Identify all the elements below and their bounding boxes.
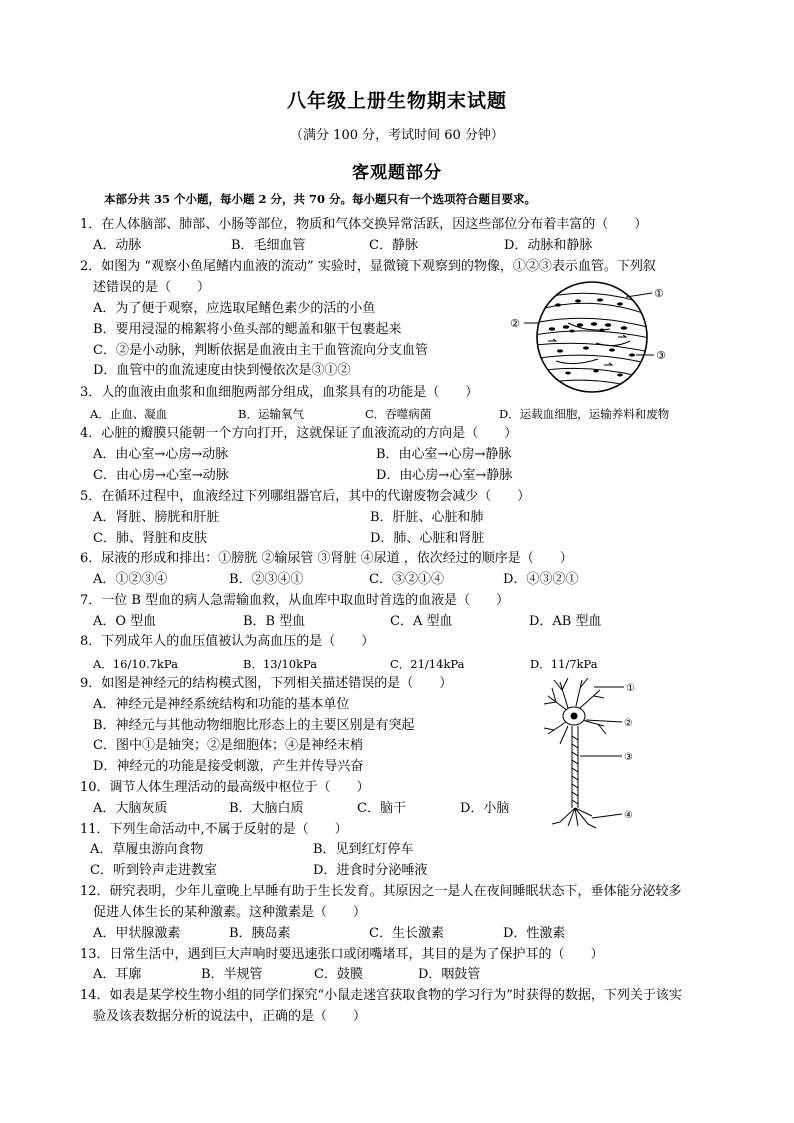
question-14-stem-line1: 14．如表是某学校生物小组的同学们探究“小鼠走迷宫获取食物的学习行为”时获得的数据，下列关于该实 bbox=[80, 988, 682, 1003]
question-11-stem: 11．下列生命活动中,不属于反射的是（ ） bbox=[80, 822, 348, 837]
q5-option-c: C．肺、肾脏和皮肤 bbox=[93, 531, 207, 546]
neuron-label-4: ④ bbox=[624, 810, 633, 821]
section-title: 客观题部分 bbox=[352, 163, 442, 183]
question-13-stem: 13．日常生活中，遇到巨大声响时要迅速张口或闭嘴堵耳，其目的是为了保护耳的（ ） bbox=[80, 947, 604, 962]
question-4-stem: 4．心脏的瓣膜只能朝一个方向打开，这就保证了血液流动的方向是（ ） bbox=[80, 426, 518, 441]
q12-option-c: C．生长激素 bbox=[369, 926, 444, 941]
question-10-stem: 10．调节人体生理活动的最高级中枢位于（ ） bbox=[80, 780, 370, 795]
q10-option-b: B．大脑白质 bbox=[229, 801, 304, 816]
question-12-stem-line2: 促进人体生长的某种激素。这种激素是（ ） bbox=[93, 905, 367, 920]
q6-option-d: D．④③②① bbox=[503, 572, 579, 587]
q8-option-c: C．21/14kPa bbox=[390, 657, 465, 671]
q7-option-c: C．A 型血 bbox=[390, 614, 453, 629]
q2-option-d: D．血管中的血流速度由快到慢依次是③①② bbox=[93, 363, 351, 378]
microscope-blood-vessel-figure bbox=[508, 279, 680, 397]
q4-option-b: B．由心室→心房→静脉 bbox=[376, 447, 512, 462]
neuron-label-1: ① bbox=[626, 683, 635, 694]
section-instructions: 本部分共 35 个小题，每小题 2 分，共 70 分。每小题只有一个选项符合题目要求。 bbox=[104, 192, 537, 206]
question-5-stem: 5．在循环过程中，血液经过下列哪组器官后，其中的代谢废物会减少（ ） bbox=[80, 489, 531, 504]
q3-option-b: B．运输氧气 bbox=[238, 407, 304, 421]
q12-option-b: B．胰岛素 bbox=[229, 926, 291, 941]
q7-option-d: D．AB 型血 bbox=[529, 614, 602, 629]
neuron-label-3: ③ bbox=[624, 752, 633, 763]
fig-label-2: ② bbox=[510, 317, 520, 330]
q11-option-a: A．草履虫游向食物 bbox=[90, 842, 204, 857]
q8-option-b: B．13/10kPa bbox=[243, 657, 318, 671]
q6-option-a: A．①②③④ bbox=[93, 572, 168, 587]
q9-option-b: B．神经元与其他动物细胞比形态上的主要区别是有突起 bbox=[93, 718, 415, 733]
q6-option-c: C．③②①④ bbox=[369, 572, 444, 587]
q8-option-d: D．11/7kPa bbox=[530, 657, 598, 671]
q9-option-d: D．神经元的功能是接受刺激，产生并传导兴奋 bbox=[93, 759, 364, 774]
question-3-stem: 3．人的血液由血浆和血细胞两部分组成，血浆具有的功能是（ ） bbox=[80, 385, 479, 400]
q4-option-d: D．由心房→心室→静脉 bbox=[376, 468, 513, 483]
q13-option-d: D．咽鼓管 bbox=[418, 967, 481, 982]
question-14-stem-line2: 验及该表数据分析的说法中，正确的是（ ） bbox=[93, 1009, 367, 1024]
question-2-stem-line1: 2．如图为 “观察小鱼尾鳍内血液的流动” 实验时，显微镜下观察到的物像，①②③表示血管。下列叙 bbox=[80, 259, 656, 274]
q13-option-c: C．鼓膜 bbox=[314, 967, 363, 982]
question-7-stem: 7．一位 B 型血的病人急需输血救，从血库中取血时首选的血液是（ ） bbox=[80, 593, 510, 608]
q5-option-b: B．肝脏、心脏和肺 bbox=[370, 510, 484, 525]
q5-option-d: D．肺、心脏和肾脏 bbox=[370, 531, 485, 546]
q11-option-d: D．进食时分泌唾液 bbox=[313, 863, 428, 878]
q11-option-c: C．听到铃声走进教室 bbox=[90, 863, 217, 878]
q10-option-a: A．大脑灰质 bbox=[93, 801, 168, 816]
q9-option-a: A．神经元是神经系统结构和功能的基本单位 bbox=[93, 697, 350, 712]
q11-option-b: B．见到红灯停车 bbox=[313, 842, 414, 857]
question-2-stem-line2: 述错误的是（ ） bbox=[93, 280, 211, 295]
q9-option-c: C．图中①是轴突；②是细胞体；④是神经末梢 bbox=[93, 738, 363, 753]
q4-option-a: A．由心室→心房→动脉 bbox=[93, 447, 229, 462]
q3-option-d: D．运载血细胞，运输养料和废物 bbox=[499, 407, 670, 421]
q13-option-a: A．耳廓 bbox=[93, 967, 142, 982]
page-title: 八年级上册生物期末试题 bbox=[286, 90, 507, 112]
question-1-stem: 1．在人体脑部、肺部、小肠等部位，物质和气体交换异常活跃，因这些部位分布着丰富的（ ） bbox=[80, 217, 648, 232]
q3-option-c: C．吞噬病菌 bbox=[365, 407, 432, 421]
question-12-stem-line1: 12．研究表明，少年儿童晚上早睡有助于生长发育。其原因之一是人在夜间睡眠状态下，垂体能分泌较多 bbox=[80, 884, 682, 899]
q12-option-d: D．性激素 bbox=[503, 926, 566, 941]
q1-option-b: B．毛细血管 bbox=[231, 238, 306, 253]
question-9-stem: 9．如图是神经元的结构模式图，下列相关描述错误的是（ ） bbox=[80, 676, 453, 691]
q10-option-c: C．脑干 bbox=[357, 801, 406, 816]
q2-option-b: B．要用浸湿的棉絮将小鱼头部的鳃盖和躯干包裹起来 bbox=[93, 322, 402, 337]
q13-option-b: B．半规管 bbox=[201, 967, 263, 982]
q7-option-a: A．O 型血 bbox=[93, 614, 157, 629]
q1-option-c: C．静脉 bbox=[369, 238, 418, 253]
fig-label-1: ① bbox=[654, 287, 664, 300]
q5-option-a: A．肾脏、膀胱和肝脏 bbox=[93, 510, 220, 525]
q1-option-d: D．动脉和静脉 bbox=[504, 238, 593, 253]
q2-option-c: C．②是小动脉，判断依据是血液由主干血管流向分支血管 bbox=[93, 343, 428, 358]
q1-option-a: A．动脉 bbox=[93, 238, 142, 253]
question-8-stem: 8．下列成年人的血压值被认为高血压的是（ ） bbox=[80, 634, 375, 649]
q8-option-a: A．16/10.7kPa bbox=[93, 657, 178, 671]
q4-option-c: C．由心房→心室→动脉 bbox=[93, 468, 229, 483]
neuron-label-2: ② bbox=[624, 718, 633, 729]
neuron-structure-figure bbox=[538, 676, 642, 832]
q2-option-a: A．为了便于观察，应选取尾鳍色素少的活的小鱼 bbox=[93, 301, 376, 316]
fig-label-3: ③ bbox=[656, 349, 666, 362]
page-subtitle: （满分 100 分，考试时间 60 分钟） bbox=[290, 128, 504, 143]
q7-option-b: B．B 型血 bbox=[243, 614, 306, 629]
q12-option-a: A．甲状腺激素 bbox=[93, 926, 181, 941]
q10-option-d: D．小脑 bbox=[460, 801, 510, 816]
q3-option-a: A．止血、凝血 bbox=[90, 407, 168, 421]
question-6-stem: 6．尿液的形成和排出：①膀胱 ②输尿管 ③肾脏 ④尿道 ，依次经过的顺序是（ ） bbox=[80, 551, 573, 566]
q6-option-b: B．②③④① bbox=[229, 572, 304, 587]
